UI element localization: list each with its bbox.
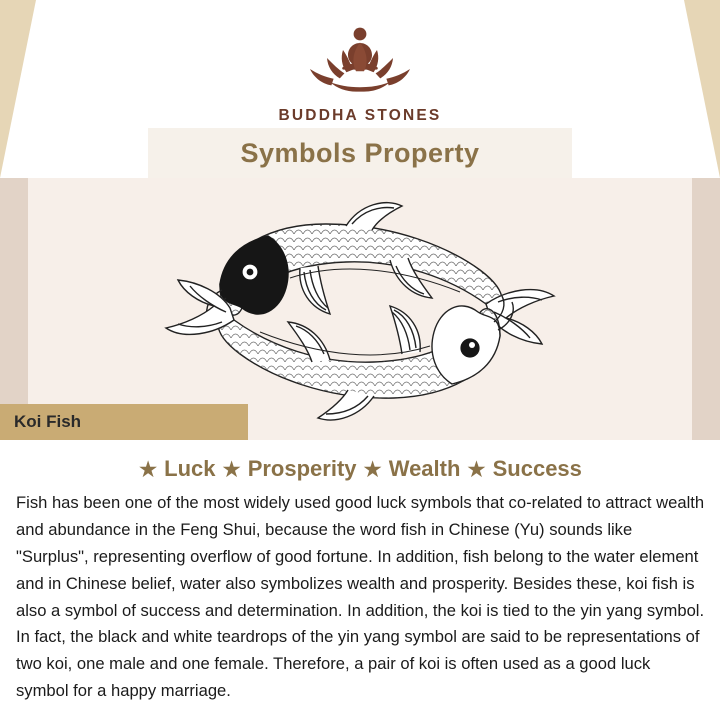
brand-name: BUDDHA STONES bbox=[278, 107, 442, 124]
lotus-meditation-icon bbox=[0, 22, 720, 101]
description-section bbox=[0, 440, 720, 720]
page-title: Symbols Property bbox=[240, 137, 480, 168]
star-icon-4: ★ bbox=[467, 459, 486, 481]
keyword-list bbox=[0, 456, 720, 482]
panel-edge-right bbox=[692, 178, 720, 440]
star-icon-3: ★ bbox=[363, 459, 382, 481]
keyword-prosperity: Prosperity bbox=[247, 456, 357, 481]
illustration-panel bbox=[0, 178, 720, 440]
keyword-success: Success bbox=[492, 456, 582, 481]
keyword-luck: Luck bbox=[164, 456, 216, 481]
keyword-wealth: Wealth bbox=[388, 456, 461, 481]
panel-edge-left bbox=[0, 178, 28, 440]
brand-logo-block bbox=[0, 22, 720, 125]
header-band bbox=[0, 0, 720, 178]
star-icon-1: ★ bbox=[139, 459, 158, 481]
star-icon-2: ★ bbox=[222, 459, 241, 481]
title-ribbon bbox=[148, 128, 572, 178]
symbol-name-label: Koi Fish bbox=[14, 412, 82, 431]
koi-fish-yin-yang-illustration bbox=[150, 186, 570, 441]
tag-skew-accent bbox=[216, 404, 240, 440]
description-paragraph: Fish has been one of the most widely used good luck symbols that co-related to attract wealth and abundance in the Feng Shui, because the word fish in Chinese (Yu) sounds like "Surplus", representing overflow of good fortune. In addition, fish belong to the water element and in Chinese belief, water also symbolizes wealth and prosperity. Besides these, koi fish is also a symbol of success and determination. In addition, the koi is tied to the yin yang symbol. In fact, the black and white teardrops of the yin yang symbol are said to be representations of two koi, one male and one female. Therefore, a pair of koi is often used as a good luck symbol for a happy marriage. bbox=[16, 493, 705, 701]
symbol-name-tag bbox=[0, 404, 248, 440]
